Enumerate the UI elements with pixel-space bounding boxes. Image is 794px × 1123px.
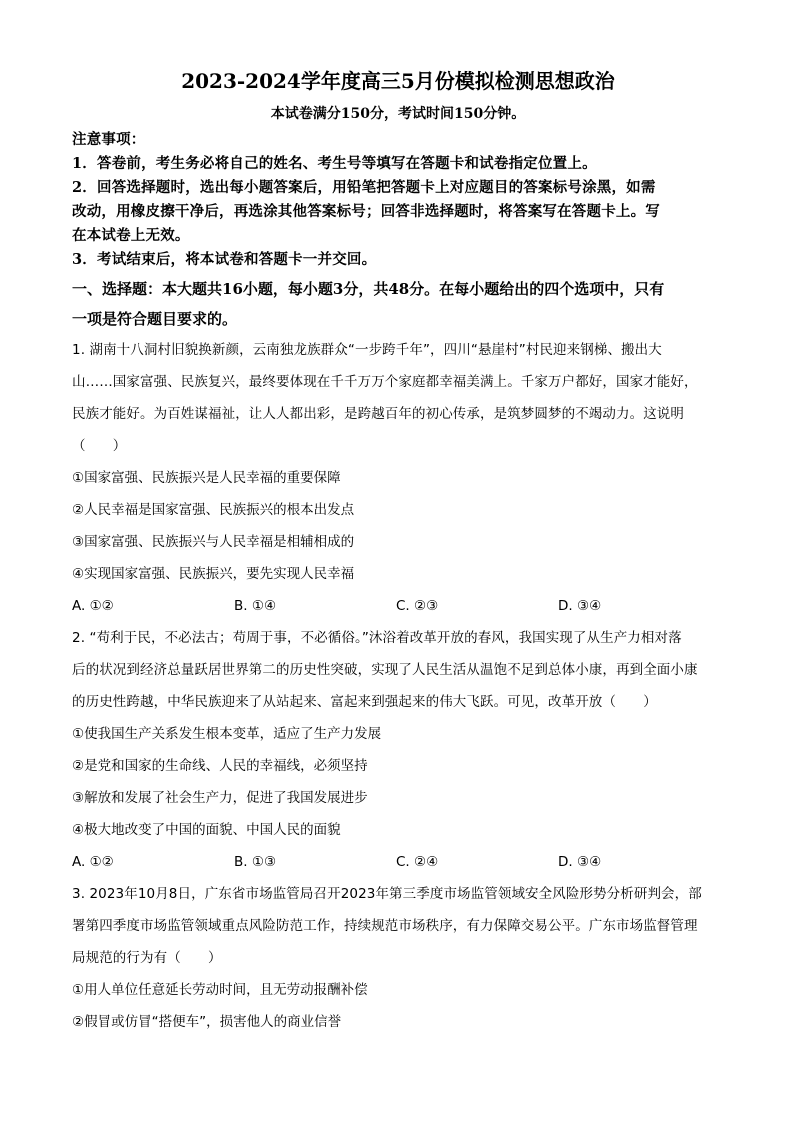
section-heading (72, 274, 724, 334)
section-heading-line: 一项是符合题目要求的。 (72, 310, 238, 328)
choice-c: C. ②③ (396, 598, 439, 614)
choice-b: B. ①③ (234, 854, 277, 870)
option-item: ①用人单位任意延长劳动时间，且无劳动报酬补偿 (72, 982, 368, 998)
notice-line: 3．考试结束后，将本试卷和答题卡一并交回。 (72, 251, 377, 268)
choice-b: B. ①④ (234, 598, 277, 614)
stem-line: 局规范的行为有（ ） (72, 950, 222, 966)
choice-d: D. ③④ (558, 854, 602, 870)
notice-line: 在本试卷上无效。 (72, 227, 190, 244)
option-item: ②人民幸福是国家富强、民族振兴的根本出发点 (72, 502, 355, 518)
question-stem (72, 334, 724, 462)
exam-page (72, 66, 724, 1038)
question-stem (72, 878, 724, 974)
question-1 (72, 334, 724, 622)
notice-line: 2．回答选择题时，选出每小题答案后，用铅笔把答题卡上对应题目的答案标号涂黑，如需 (72, 179, 656, 196)
stem-line: 后的状况到经济总量跃居世界第二的历史性突破，实现了人民生活从温饱不足到总体小康，再到全面小康 (72, 662, 698, 678)
stem-line: 山……国家富强、民族复兴，最终要体现在千千万万个家庭都幸福美满上。千家万户都好，国家才能好， (72, 374, 698, 390)
stem-line: 1. 湖南十八洞村旧貌换新颜，云南独龙族群众“一步跨千年”，四川“悬崖村”村民迎来钢梯、搬出大 (72, 342, 662, 358)
stem-line: 的历史性跨越，中华民族迎来了从站起来、富起来到强起来的伟大飞跃。可见，改革开放（ ） (72, 694, 657, 710)
option-item: ③解放和发展了社会生产力，促进了我国发展进步 (72, 790, 368, 806)
question-2 (72, 622, 724, 878)
exam-info: 本试卷满分150分，考试时间150分钟。 (270, 106, 526, 122)
option-item: ②是党和国家的生命线、人民的幸福线，必须坚持 (72, 758, 368, 774)
section-heading-line: 一、选择题：本大题共16小题，每小题3分，共48分。在每小题给出的四个选项中，只有 (72, 280, 665, 298)
page-title: 2023-2024学年度高三5月份模拟检测思想政治 (181, 69, 615, 93)
stem-line: 2. “苟利于民，不必法古；苟周于事，不必循俗。”沐浴着改革开放的春风，我国实现了从生产力相对落 (72, 630, 682, 646)
stem-line: 署第四季度市场监管领域重点风险防范工作，持续规范市场秩序，有力保障交易公平。广东市场监督管理 (72, 918, 698, 934)
choice-a: A. ①② (72, 598, 114, 614)
choice-c: C. ②④ (396, 854, 439, 870)
option-item: ③国家富强、民族振兴与人民幸福是相辅相成的 (72, 534, 355, 550)
option-item: ①使我国生产关系发生根本变革，适应了生产力发展 (72, 726, 382, 742)
stem-line: 民族才能好。为百姓谋福祉，让人人都出彩，是跨越百年的初心传承，是筑梦圆梦的不竭动力。这说明 (72, 406, 684, 422)
option-item: ④极大地改变了中国的面貌、中国人民的面貌 (72, 822, 341, 838)
answer-choices (72, 846, 724, 878)
option-item: ②假冒或仿冒“搭便车”，损害他人的商业信誉 (72, 1014, 342, 1030)
choice-d: D. ③④ (558, 598, 602, 614)
option-item: ①国家富强、民族振兴是人民幸福的重要保障 (72, 470, 341, 486)
notice-heading: 注意事项： (72, 131, 146, 148)
option-item: ④实现国家富强、民族振兴，要先实现人民幸福 (72, 566, 355, 582)
answer-choices (72, 590, 724, 622)
choice-a: A. ①② (72, 854, 114, 870)
question-3 (72, 878, 724, 1038)
stem-line: （ ） (72, 438, 127, 454)
notice-block (72, 128, 724, 272)
notice-line: 改动，用橡皮擦干净后，再选涂其他答案标号；回答非选择题时，将答案写在答题卡上。写 (72, 203, 660, 220)
question-stem (72, 622, 724, 718)
notice-line: 1．答卷前，考生务必将自己的姓名、考生号等填写在答题卡和试卷指定位置上。 (72, 155, 597, 172)
stem-line: 3. 2023年10月8日，广东省市场监管局召开2023年第三季度市场监管领域安全风险形势分析研判会，部 (72, 886, 702, 902)
